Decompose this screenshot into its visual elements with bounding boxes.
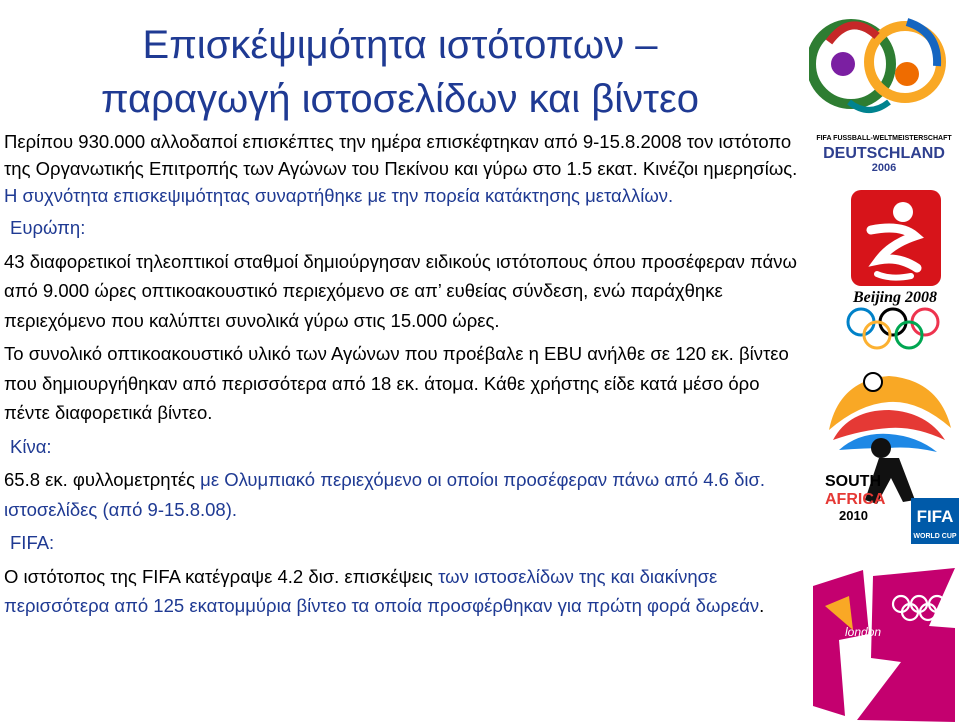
slide-title-line-1: Επισκέψιμότητα ιστότοπων – (142, 23, 658, 67)
intro-paragraph (4, 128, 804, 209)
sa-logo-line1: SOUTH (825, 473, 881, 490)
germany-2006-logo (809, 2, 959, 174)
europe-paragraph-2 (4, 339, 804, 428)
intro-text: Περίπου 930.000 αλλοδαποί επισκέπτες την ημέρα επισκέφτηκαν από 9-15.8.2008 τον ιστότοπο της Οργανωτικής Επιτροπής των Αγώνων του Πεκίνου και γύρω στο 1.5 εκατ. Κινέζοι ημερησίως. (4, 131, 798, 179)
china-heading: Κίνα: (10, 435, 52, 457)
china-text-highlight: με Ολυμπιακό περιεχόμενο οι οποίοι προσέφεραν πάνω από 4.6 δισ. ιστοσελίδες (από 9-15.8.08). (4, 469, 766, 520)
china-paragraph (4, 465, 804, 524)
fifa-text-highlight: των ιστοσελίδων της και διακίνησε περισσότερα από 125 εκατομμύρια βίντεο τα οποία προσφέρθηκαν για πρώτη φορά δωρεάν (4, 565, 760, 616)
olympic-rings-icon (848, 309, 938, 348)
london-logo-text: london (845, 625, 882, 639)
fifa-badge-cup: WORLD CUP (913, 533, 957, 540)
sa-logo-line2: AFRICA (825, 491, 886, 508)
fifa-text: Ο ιστότοπος της FIFA κατέγραψε 4.2 δισ. επισκέψεις (4, 565, 433, 587)
beijing-2008-logo (831, 190, 959, 352)
logo-column (805, 0, 960, 724)
europe-heading: Ευρώπη: (10, 217, 86, 238)
beijing-logo-text: Beijing 2008 (852, 289, 938, 306)
europe-paragraph-1 (4, 247, 804, 336)
germany-logo-line1: FIFA FUSSBALL-WELTMEISTERSCHAFT (816, 135, 952, 142)
germany-logo-line3: 2006 (871, 162, 897, 174)
south-africa-2010-logo (819, 370, 959, 570)
sa-logo-line3: 2010 (839, 508, 868, 523)
fifa-heading: FIFA: (10, 532, 55, 553)
fifa-badge-text: FIFA (916, 507, 954, 526)
slide-body (4, 128, 804, 621)
germany-logo-line2: DEUTSCHLAND (823, 145, 945, 162)
fifa-paragraph (4, 562, 804, 621)
fifa-text-end: . (759, 595, 765, 616)
europe-text-2: Το συνολικό οπτικοακουστικό υλικό των Αγώνων που προέβαλε η EBU ανήλθε σε 120 εκ. βίντεο που δημιουργήθηκαν από περισσότερα από 18 εκ. άτομα. Κάθε χρήστης είδε κατά μέσο όρο πέντε διαφορετικά βίντεο. (4, 343, 789, 423)
slide-title-line-2: παραγωγή ιστοσελίδων και βίντεο (100, 77, 700, 121)
slide-title (40, 18, 760, 126)
europe-text-1: 43 διαφορετικοί τηλεοπτικοί σταθμοί δημιούργησαν ειδικούς ιστότοπους όπου προσέφεραν πάνω από 9.000 ώρες οπτικοακουστικό περιεχόμενο σε απ’ ευθείας σύνδεση, ενώ παράχθηκε περιεχόμενο που καλύπτει συνολικά γύρω στις 15.000 ώρες. (4, 250, 797, 331)
london-2012-logo (809, 566, 959, 724)
china-text: 65.8 εκ. φυλλομετρητές (4, 469, 196, 490)
intro-text-highlight: Η συχνότητα επισκεψιμότητας συναρτήθηκε με την πορεία κατάκτησης μεταλλίων. (4, 185, 674, 206)
